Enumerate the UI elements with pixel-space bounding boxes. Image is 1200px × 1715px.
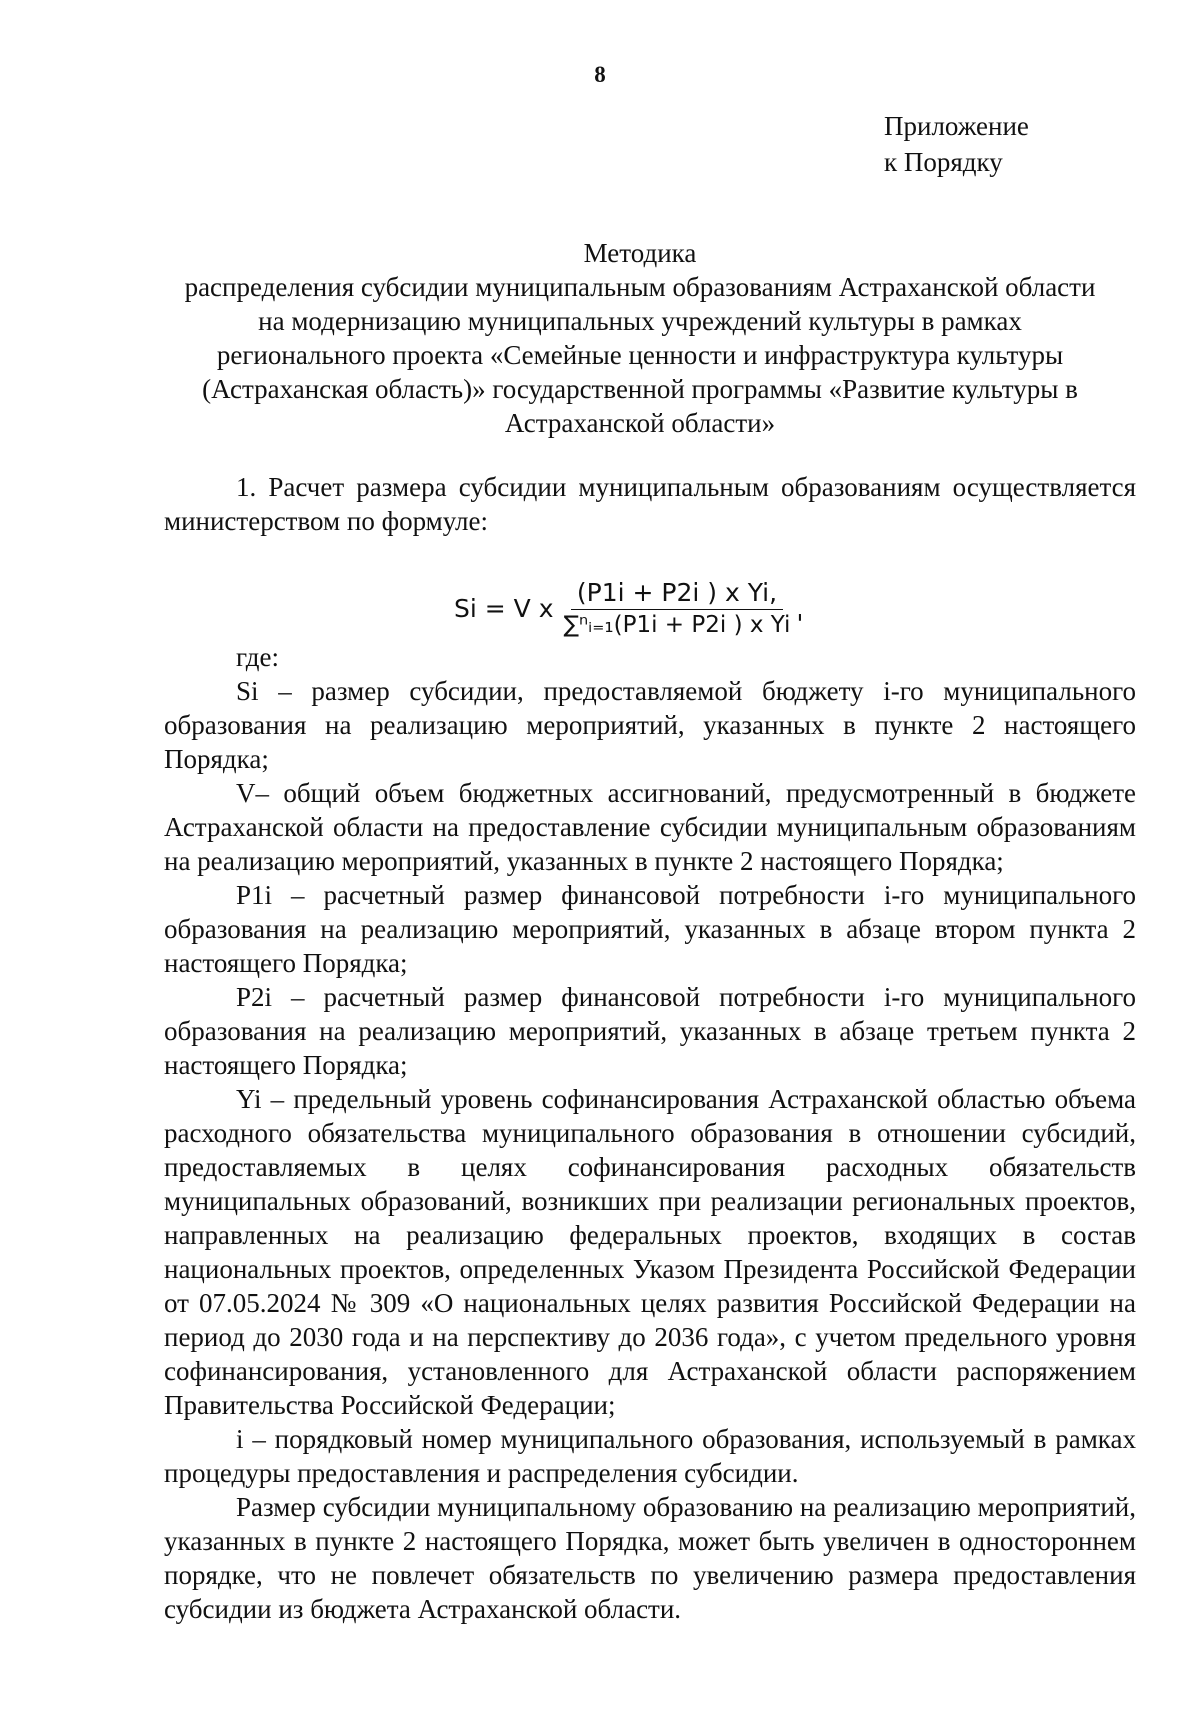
definitions-list <box>164 674 1136 1626</box>
title-line-5: (Астраханская область)» государственной программы «Развитие культуры в <box>202 374 1078 404</box>
where-label: где: <box>236 642 279 672</box>
definition-p2i: P2i – расчетный размер финансовой потребности i-го муниципального образования на реализацию мероприятий, указанных в абзаце третьем пункта 2 настоящего Порядка; <box>164 982 1136 1080</box>
definition-v: V– общий объем бюджетных ассигнований, предусмотренный в бюджете Астраханской области на предоставление субсидии муниципальным образованиям на реализацию мероприятий, указанных в пункте 2 настоящего Порядка; <box>164 778 1136 876</box>
title-line-2: распределения субсидии муниципальным образованиям Астраханской области <box>184 272 1096 302</box>
title-line-4: регионального проекта «Семейные ценности и инфраструктура культуры <box>216 340 1064 370</box>
title-line-6: Астраханской области» <box>504 408 776 438</box>
subsidy-formula <box>454 568 803 648</box>
appendix-line-1: Приложение <box>884 111 1029 141</box>
paragraph-1: 1. Расчет размера субсидии муниципальным образованиям осуществляется министерством по формуле: <box>164 472 1136 536</box>
page-number: 8 <box>594 62 606 87</box>
formula-denominator: ∑ⁿᵢ₌₁(P1i + P2i ) x Yi <box>563 612 791 638</box>
closing-paragraph: Размер субсидии муниципальному образованию на реализацию мероприятий, указанных в пункте 2 настоящего Порядка, может быть увеличен в одностороннем порядке, что не повлечет обязательств по увеличению размера предоставления субсидии из бюджета Астраханской области. <box>164 1492 1136 1624</box>
definition-yi: Yi – предельный уровень софинансирования Астраханской областью объема расходного обязательства муниципального образования в отношении субсидий, предоставляемых в целях софинансирования расходных обязательств муниципальных образований, возникших при реализации региональных проектов, направленных на реализацию федеральных проектов, входящих в состав национальных проектов, определенных Указом Президента Российской Федерации от 07.05.2024 № 309 «О национальных целях развития Российской Федерации на период до 2030 года и на перспективу до 2036 года», с учетом предельного уровня софинансирования, установленного для Астраханской области распоряжением Правительства Российской Федерации; <box>164 1084 1136 1420</box>
definition-p1i: P1i – расчетный размер финансовой потребности i-го муниципального образования на реализацию мероприятий, указанных в абзаце втором пункта 2 настоящего Порядка; <box>164 880 1136 978</box>
definition-si: Si – размер субсидии, предоставляемой бюджету i-го муниципального образования на реализацию мероприятий, указанных в пункте 2 настоящего Порядка; <box>164 676 1136 774</box>
title-line-1: Методика <box>583 238 697 268</box>
document-title <box>150 236 1130 440</box>
appendix-note <box>884 108 1029 180</box>
appendix-line-2: к Порядку <box>884 147 1003 177</box>
formula-tail: ' <box>796 609 804 638</box>
formula-lhs: Si = V x <box>454 593 554 623</box>
formula-fraction <box>558 578 797 638</box>
formula-numerator: (P1i + P2i ) x Yi, <box>571 578 783 610</box>
paragraph-1-container <box>164 470 1136 538</box>
title-line-3: на модернизацию муниципальных учреждений культуры в рамках <box>258 306 1022 336</box>
definition-i: i – порядковый номер муниципального образования, используемый в рамках процедуры предоставления и распределения субсидии. <box>164 1424 1136 1488</box>
